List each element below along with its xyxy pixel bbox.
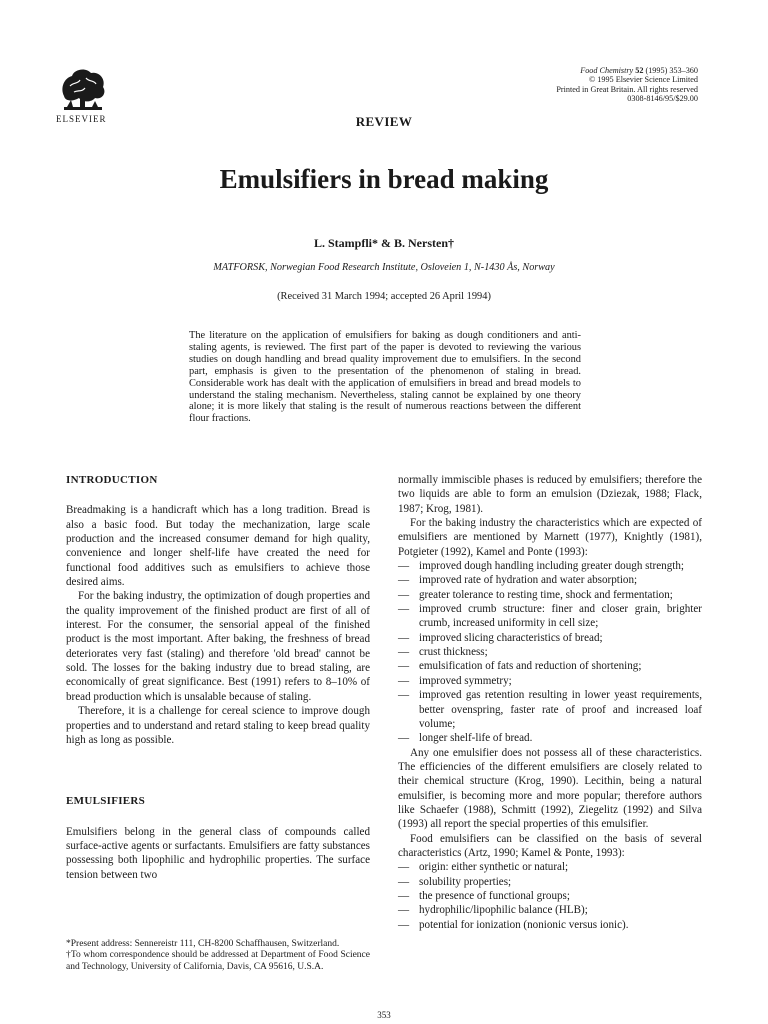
journal-title: Food Chemistry (580, 66, 634, 75)
elsevier-tree-icon (58, 66, 108, 112)
journal-reference (556, 66, 698, 75)
intro-paragraph-3: Therefore, it is a challenge for cereal science to improve dough properties and to understand and retard staling to keep bread quality high as long as possible. (66, 705, 370, 746)
dash-bullet: — (398, 646, 410, 659)
list-item: — solubility properties; (398, 875, 512, 888)
journal-citation (556, 66, 698, 104)
journal-printed: Printed in Great Britain. All rights reserved (556, 84, 698, 94)
journal-volume: 52 (635, 66, 644, 75)
dash-bullet: — (398, 560, 410, 573)
article-authors: L. Stampfli* & B. Nersten† (314, 236, 454, 250)
footnotes (66, 939, 370, 973)
dash-bullet: — (398, 875, 410, 888)
list-item: — emulsification of fats and reduction of shortening; (398, 660, 642, 673)
right-paragraph-4: Food emulsifiers can be classified on the basis of several characteristics (Artz, 1990; Kamel & Ponte, 1993): (398, 832, 702, 859)
characteristics-list (398, 559, 702, 745)
intro-paragraph-1: Breadmaking is a handicraft which has a long tradition. Bread is also a basic food. But today the mechanization, large scale production and the increased consumer demand for high quality, convenience and longer shelf-life have created the need for functional food additives such as emulsifiers to achieve those desired aims. (66, 504, 370, 589)
dash-bullet: — (398, 861, 410, 874)
right-column (398, 473, 702, 932)
emulsifiers-heading: EMULSIFIERS (66, 795, 146, 808)
journal-copyright: © 1995 Elsevier Science Limited (589, 75, 698, 85)
dash-bullet: — (398, 574, 410, 587)
list-item: — improved slicing characteristics of bread; (398, 631, 603, 644)
list-item: — greater tolerance to resting time, shock and fermentation; (398, 588, 673, 601)
left-column (66, 473, 370, 882)
right-paragraph-1: normally immiscible phases is reduced by emulsifiers; therefore the two liquids are able to form an emulsion (Dziezak, 1988; Flack, 1987; Krog, 1981). (398, 474, 702, 515)
journal-issn: 0308-8146/95/$29.00 (627, 94, 698, 104)
dash-bullet: — (398, 660, 410, 673)
article-title: Emulsifiers in bread making (219, 164, 549, 194)
footnote-present-address: *Present address: Sennereistr 111, CH-8200 Schaffhausen, Switzerland. (66, 939, 340, 949)
author-affiliation: MATFORSK, Norwegian Food Research Institute, Osloveien 1, N-1430 Ås, Norway (213, 262, 555, 273)
dash-bullet: — (398, 904, 410, 917)
list-item: — potential for ionization (nonionic versus ionic). (398, 918, 629, 931)
abstract: The literature on the application of emulsifiers for baking as dough conditioners and anti-staling agents, is reviewed. The first part of the paper is devoted to reviewing the various studies on dough handling and bread quality improvement due to emulsifiers. In the second part, emphasis is given to the presentation of the phenomenon of staling in bread. Considerable work has dealt with the application of emulsifiers in bread and bread models to understand the staling mechanism. Nevertheless, staling cannot be explained by one theory alone; it is more likely that staling is the result of numerous reactions between the different flour fractions. (189, 330, 581, 425)
received-dates: (Received 31 March 1994; accepted 26 April 1994) (277, 291, 491, 302)
list-item: — hydrophilic/lipophilic balance (HLB); (398, 904, 588, 917)
list-item: — improved dough handling including greater dough strength; (398, 560, 684, 573)
list-item: — improved rate of hydration and water absorption; (398, 574, 638, 587)
dash-bullet: — (398, 631, 410, 644)
dash-bullet: — (398, 889, 410, 902)
emulsifiers-paragraph-1: Emulsifiers belong in the general class of compounds called surface-active agents or surfactants. Emulsifiers are fatty substances possessing both lipophilic and hydrophilic properties. The surface tension between two (66, 825, 370, 881)
journal-year-pages: (1995) 353–360 (645, 66, 698, 75)
list-item: — the presence of functional groups; (398, 889, 570, 902)
list-item: — improved crumb structure: finer and closer grain, brighter crumb, increased uniformity in cell size; (398, 603, 702, 630)
list-item: — origin: either synthetic or natural; (398, 861, 569, 874)
right-paragraph-3: Any one emulsifier does not possess all of these characteristics. The efficiencies of the different emulsifiers are closely related to their chemical structure (Krog, 1990). Lecithin, being a natural emulsifier, is becoming more and more popular; therefore authors like Schaefer (1988), Schmitt (1992), Ziegelitz (1992) and Silva (1993) all report the special properties of this emulsifier. (398, 746, 702, 831)
intro-paragraph-2: For the baking industry, the optimization of dough properties and the quality improvement of the finished product are first of all of interest. For the consumer, the sensorial appeal of the finished product is the most important. After baking, the freshness of bread deteriorates very fast (staling) and therefore 'old bread' cannot be sold. The losses for the baking industry due to bread staling, are economically of great significance. Best (1991) refers to 8–10% of bread production which is unsalable because of staling. (66, 590, 370, 703)
dash-bullet: — (398, 689, 410, 702)
list-item: — improved symmetry; (398, 674, 512, 687)
introduction-heading: INTRODUCTION (66, 474, 158, 486)
section-label: REVIEW (355, 114, 413, 129)
dash-bullet: — (398, 603, 410, 616)
dash-bullet: — (398, 918, 410, 931)
list-item: — improved gas retention resulting in lower yeast requirements, better ovenspring, faster rate of proof and increased loaf volume; (398, 689, 702, 730)
dash-bullet: — (398, 674, 410, 687)
publisher-name: ELSEVIER (56, 114, 107, 124)
right-paragraph-2: For the baking industry the characteristics which are expected of emulsifiers are mentioned by Marnett (1977), Knightly (1981), Potgieter (1992), Kamel and Ponte (1993): (398, 517, 702, 558)
page-number: 353 (377, 1010, 391, 1020)
list-item: — crust thickness; (398, 646, 488, 659)
list-item: — longer shelf-life of bread. (398, 732, 533, 745)
dash-bullet: — (398, 732, 410, 745)
dash-bullet: — (398, 588, 410, 601)
footnote-correspondence: †To whom correspondence should be addressed at Department of Food Science and Technology, University of California, Davis, CA 95616, U.S.A. (66, 950, 370, 972)
classification-list (398, 860, 702, 932)
